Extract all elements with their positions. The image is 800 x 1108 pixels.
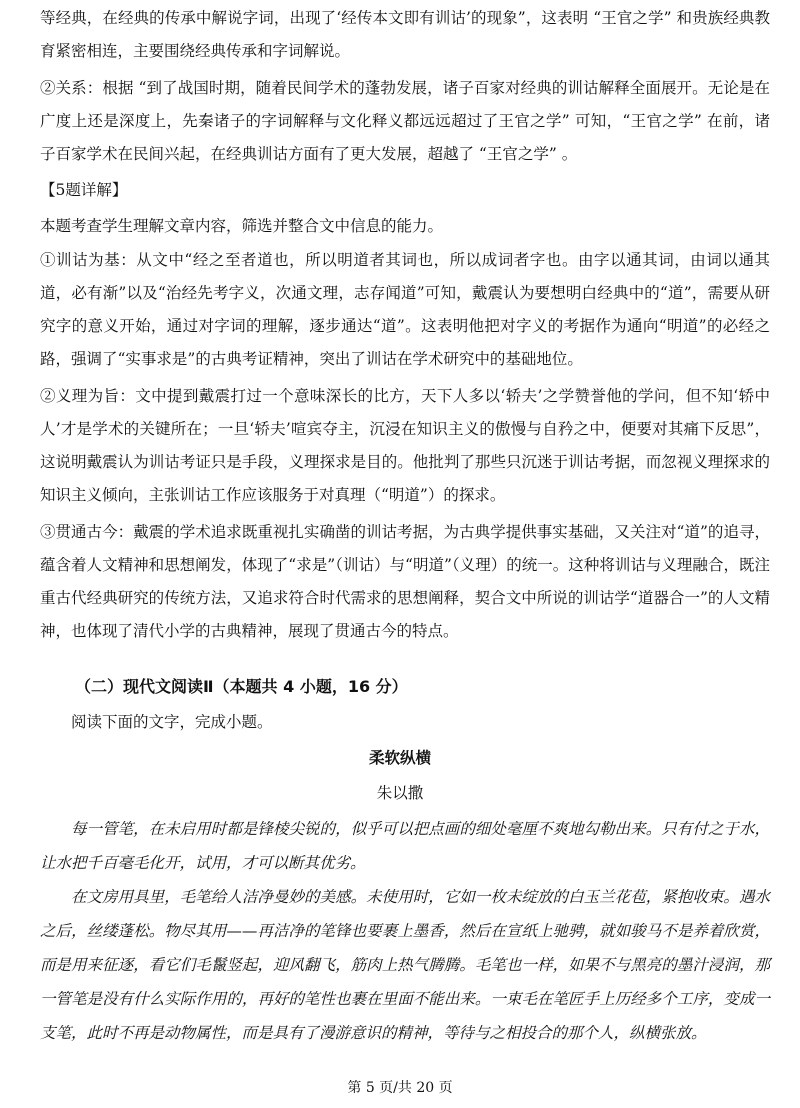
essay-paragraph-2: 在文房用具里，毛笔给人洁净曼妙的美感。未使用时，它如一枚未绽放的白玉兰花苞，紧抱收束。遇水之后，丝缕蓬松。物尽其用——再洁净的笔锋也要裹上墨香，然后在宣纸上驰骋，就如骏马不是养着欣赏，而是用来征逐，看它们毛鬣竖起，迎风翻飞，筋肉上热气腾腾。毛笔也一样，如果不与黑亮的墨汁浸润，那一管笔是没有什么实际作用的，再好的笔性也裹在里面不能出来。一束毛在笔匠手上历经多个工序，变成一支笔，此时不再是动物属性，而是具有了漫游意识的精神，等待与之相投合的那个人，纵横张放。 — [40, 888, 770, 1042]
answer-paragraph-relation: ②关系：根据 “到了战国时期，随着民间学术的蓬勃发展，诸子百家对经典的训诂解释全面展开。无论是在广度上还是深度上，先秦诸子的字词解释与文化释义都远远超过了王官之学” 可知，“王官之学” 在前，诸子百家学术在民间兴起，在经典训诂方面有了更大发展，超越了 “王官之学” 。 — [40, 79, 770, 163]
section-instruction: 阅读下面的文字，完成小题。 — [71, 713, 273, 731]
question-5-point-3: ③贯通古今：戴震的学术追求既重视扎实确凿的训诂考据，为古典学提供事实基础，又关注对“道”的追寻，蕴含着人文精神和思想阐发，体现了“求是”（训诂）与“明道”（义理）的统一。这种将训诂与义理融合，既注重古代经典研究的传统方法，又追求符合时代需求的思想阐释，契合文中所说的训诂学“道器合一”的人文精神，也体现了清代小学的古典精神，展现了贯通古今的特点。 — [40, 523, 770, 640]
question-5-point-1: ①训诂为基：从文中“经之至者道也，所以明道者其词也，所以成词者字也。由字以通其词，由词以通其道，必有渐”以及“治经先考字义，次通文理，志存闻道”可知，戴震认为要想明白经典中的“道”，需要从研究字的意义开始，通过对字词的理解，逐步通达“道”。这表明他把对字义的考据作为通向“明道”的必经之路，强调了“实事求是”的古典考证精神，突出了训诂在学术研究中的基础地位。 — [40, 251, 770, 368]
essay-title: 柔软纵横 — [368, 749, 431, 767]
question-5-intro: 本题考查学生理解文章内容，筛选并整合文中信息的能力。 — [40, 217, 444, 235]
section-title: （二）现代文阅读Ⅱ（本题共 4 小题，16 分） — [75, 677, 408, 696]
question-5-point-2: ②义理为旨：文中提到戴震打过一个意味深长的比方，天下人多以‘轿夫’之学赞誉他的学问，但不知‘轿中人’才是学术的关键所在；一旦‘轿夫’喧宾夺主，沉浸在知识主义的傲慢与自矜之中，便要对其痛下反思”，这说明戴震认为训诂考证只是手段，义理探求是目的。他批判了那些只沉迷于训诂考据，而忽视义理探求的知识主义倾向，主张训诂工作应该服务于对真理（“明道”）的探求。 — [40, 387, 770, 504]
question-5-heading: 【5题详解】 — [40, 181, 128, 199]
essay-author: 朱以撒 — [376, 784, 424, 802]
answer-paragraph-intro: 等经典，在经典的传承中解说字词，出现了‘经传本文即有训诂’的现象”，这表明 “王官之学” 和贵族经典教育紧密相连，主要围绕经典传承和字词解说。 — [40, 9, 770, 60]
essay-paragraph-1: 每一管笔，在未启用时都是锋棱尖锐的，似乎可以把点画的细处毫厘不爽地勾勒出来。只有付之于水，让水把千百毫毛化开，试用，才可以断其优劣。 — [40, 820, 770, 872]
page-number: 第 5 页/共 20 页 — [347, 1080, 453, 1096]
